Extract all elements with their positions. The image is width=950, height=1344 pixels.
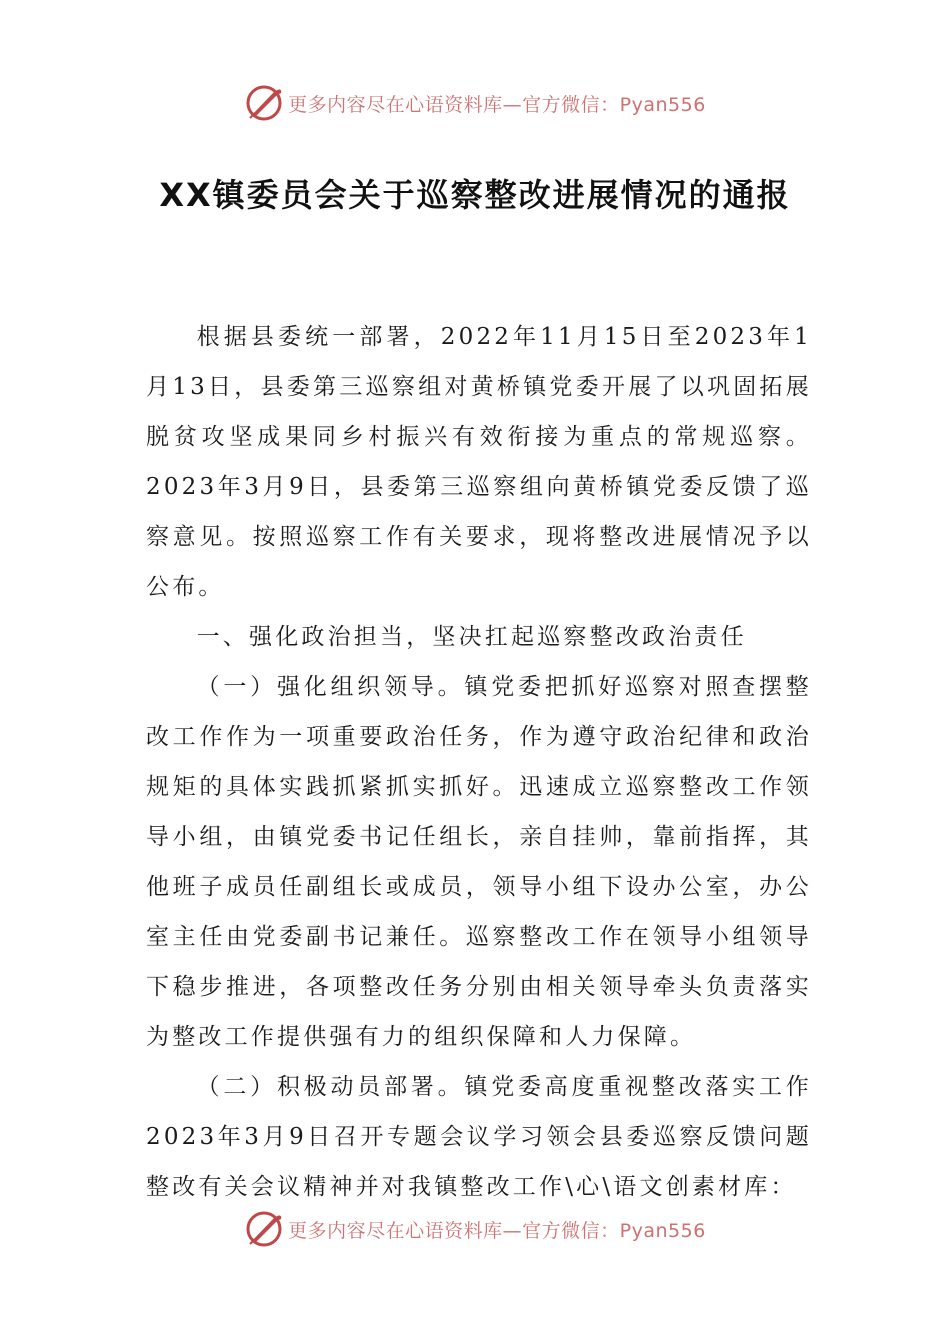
header-banner-text: 更多内容尽在心语资料库—官方微信：Pyan556 bbox=[288, 93, 706, 116]
body-paragraph: （二）积极动员部署。镇党委高度重视整改落实工作2023年3月9日召开专题会议学习领会县委巡察反馈问题整改有关会议精神并对我镇整改工作\心\语文创素材库： bbox=[146, 1074, 812, 1200]
footer-banner bbox=[0, 1206, 950, 1252]
section-heading: 一、强化政治担当，坚决扛起巡察整改政治责任 bbox=[196, 624, 747, 650]
body-paragraph: （一）强化组织领导。镇党委把抓好巡察对照查摆整改工作作为一项重要政治任务，作为遵守政治纪律和政治规矩的具体实践抓紧抓实抓好。迅速成立巡察整改工作领导小组，由镇党委书记任组长，亲自挂帅，靠前指挥，其他班子成员任副组长或成员，领导小组下设办公室，办公室主任由党委副书记兼任。巡察整改工作在领导小组领导下稳步推进，各项整改任务分别由相关领导牵头负责落实为整改工作提供强有力的组织保障和人力保障。 bbox=[146, 674, 812, 1050]
quill-pen-icon bbox=[244, 83, 284, 123]
footer-banner-text: 更多内容尽在心语资料库—官方微信：Pyan556 bbox=[288, 1219, 706, 1242]
body-paragraph: 根据县委统一部署，2022年11月15日至2023年1月13日，县委第三巡察组对黄桥镇党委开展了以巩固拓展脱贫攻坚成果同乡村振兴有效衔接为重点的常规巡察。2023年3月9日，县委第三巡察组向黄桥镇党委反馈了巡察意见。按照巡察工作有关要求，现将整改进展情况予以公布。 bbox=[146, 324, 812, 600]
quill-pen-icon bbox=[244, 1209, 284, 1249]
footer-banner-content bbox=[244, 1209, 706, 1249]
document-title: XX镇委员会关于巡察整改进展情况的通报 bbox=[159, 176, 791, 214]
header-banner bbox=[0, 80, 950, 126]
header-banner-content bbox=[244, 83, 706, 123]
document-body bbox=[146, 312, 812, 1212]
